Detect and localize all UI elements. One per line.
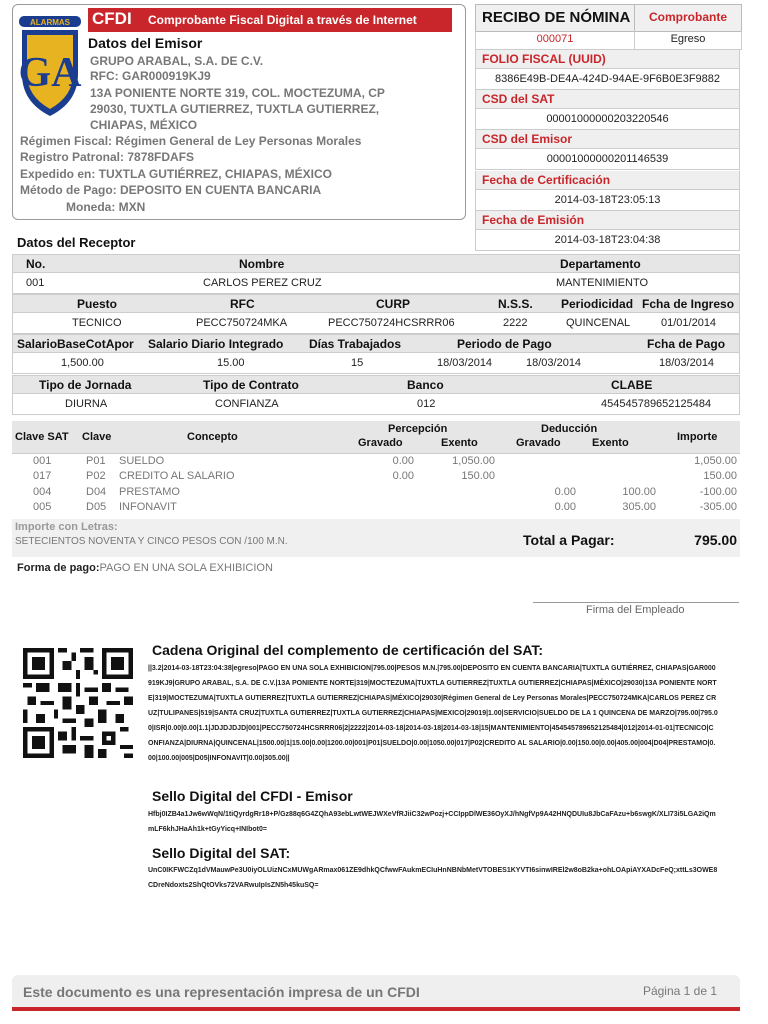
comprobante-label: Comprobante: [634, 5, 741, 31]
receptor-title: Datos del Receptor: [17, 235, 136, 250]
concepto-row: [12, 470, 740, 485]
concepto-row: [12, 486, 740, 501]
sello-cfdi-title: Sello Digital del CFDI - Emisor: [152, 788, 353, 804]
h-clave-sat: Clave SAT: [15, 431, 69, 443]
emisor-name: GRUPO ARABAL, S.A. DE C.V.: [90, 54, 264, 68]
concepto-clave: D04: [86, 486, 107, 498]
h-clabe: CLABE: [611, 378, 653, 392]
signature-line: [533, 602, 739, 603]
concepto-nombre: INFONAVIT: [119, 501, 177, 513]
concepto-importe: -100.00: [699, 486, 737, 498]
concepto-importe: 150.00: [703, 470, 737, 482]
h-deduccion: Deducción: [541, 423, 598, 435]
concepto-sat: 004: [33, 486, 52, 498]
fecha-cert-value: 2014-03-18T23:05:13: [475, 190, 740, 211]
forma-pago-label: Forma de pago:: [17, 562, 100, 574]
total-label: Total a Pagar:: [523, 532, 615, 548]
h-banco: Banco: [407, 378, 444, 392]
emisor-title: Datos del Emisor: [88, 35, 203, 51]
footer: [12, 975, 740, 1007]
forma-pago: [17, 562, 273, 574]
receptor-clabe: 454545789652125484: [601, 398, 712, 410]
h-percepcion-gravado: Gravado: [358, 437, 403, 449]
csd-emisor-label: CSD del Emisor: [475, 130, 740, 149]
emisor-rfc: RFC: GAR000919KJ9: [90, 69, 211, 83]
concepto-nombre: PRESTAMO: [119, 486, 180, 498]
receptor-contrato: CONFIANZA: [215, 398, 279, 410]
h-concepto: Concepto: [187, 431, 238, 443]
recibo-title: RECIBO DE NÓMINA: [482, 9, 631, 26]
emisor-moneda: Moneda: MXN: [66, 200, 146, 214]
concepto-nombre: CREDITO AL SALARIO: [119, 470, 235, 482]
receptor-periodo-fin: 18/03/2014: [526, 357, 582, 369]
conceptos-header: [12, 421, 740, 453]
receptor-header-3: [12, 334, 740, 353]
importe-letras-label: Importe con Letras:: [15, 521, 118, 533]
emisor-metodo-pago: Método de Pago: DEPOSITO EN CUENTA BANCARIA: [20, 183, 322, 197]
concepto-sat: 001: [33, 455, 52, 467]
sello-sat-title: Sello Digital del SAT:: [152, 845, 291, 861]
folio-label: FOLIO FISCAL (UUID): [475, 50, 740, 69]
concepto-p-gravado: 0.00: [392, 455, 414, 467]
comprobante-tipo: Egreso: [634, 31, 741, 49]
receptor-banco: 012: [417, 398, 436, 410]
receptor-puesto: TECNICO: [72, 317, 122, 329]
h-percepcion-exento: Exento: [441, 437, 478, 449]
fecha-emision-label: Fecha de Emisión: [475, 211, 740, 230]
concepto-clave: D05: [86, 501, 107, 513]
receptor-salario-base: 1,500.00: [61, 357, 104, 369]
emisor-expedido: Expedido en: TUXTLA GUTIÉRREZ, CHIAPAS, MÉXICO: [20, 167, 333, 181]
h-importe: Importe: [677, 431, 718, 443]
emisor-address-3: CHIAPAS, MÉXICO: [90, 118, 198, 132]
comprobante-number: 000071: [536, 33, 574, 45]
h-no: No.: [26, 257, 46, 271]
receptor-header-4: [12, 375, 740, 394]
concepto-clave: P01: [86, 455, 106, 467]
receptor-header-1: [12, 254, 740, 273]
concepto-d-gravado: 0.00: [554, 486, 576, 498]
h-clave: Clave: [82, 431, 112, 443]
h-salario-diario: Salario Diario Integrado: [148, 337, 284, 351]
concepto-d-exento: 100.00: [622, 486, 656, 498]
emisor-address-2: 29030, TUXTLA GUTIERREZ, TUXTLA GUTIERREZ,: [90, 102, 380, 116]
h-puesto: Puesto: [77, 297, 118, 311]
receptor-row-2: [12, 313, 740, 334]
cfdi-banner: [88, 8, 452, 32]
firma-empleado: Firma del Empleado: [586, 604, 685, 616]
receptor-header-2: [12, 294, 740, 313]
concepto-sat: 005: [33, 501, 52, 513]
h-curp: CURP: [376, 297, 411, 311]
concepto-p-gravado: 0.00: [392, 470, 414, 482]
h-tipo-jornada: Tipo de Jornada: [39, 378, 132, 392]
concepto-p-exento: 150.00: [461, 470, 495, 482]
receptor-fecha-pago: 18/03/2014: [659, 357, 715, 369]
fecha-cert-label: Fecha de Certificación: [475, 171, 740, 190]
cadena-original: ||3.2|2014-03-18T23:04:38|egreso|PAGO EN UNA SOLA EXHIBICION|795.00|PESOS M.N.|795.00|DEPOSITO EN CUENTA BANCARIA|TUXTLA GUTIÉRREZ, CHIAPAS|GAR000919KJ9|GRUPO ARABAL, S.A. DE C.V.|13A PONIENTE NORTE|319|MOCTEZUMA|TUXTLA GUTIERREZ|TUXTLA GUTIERREZ|CHIAPAS|MÉXICO|29030|13A PONIENTE NORTE|319|MOCTEZUMA|TUXTLA GUTIERREZ|TUXTLA GUTIERREZ|CHIAPAS|MÉXICO|29030|Régimen General de Ley Personas Morales|PECC750724MKA|CARLOS PEREZ CRUZ|TULIPANES|519|SANTA CRUZ|TUXTLA GUTIERREZ|TUXTLA GUTIERREZ|CHIAPAS|MEXICO|29019|1.00|SERVICIO|SUELDO DE LA 1 QUINCENA DE MARZO|795.00|795.00|ISR|0.00|0.00|1.1|JDJDJDJD|001|PECC750724HCSRRR06|2|2222|2014-03-18|2014-03-18|2014-03-18|15|MANTENIMIENTO|454545789652125484|012|2014-01-01|TECNICO|CONFIANZA|DIURNA|QUINCENAL|1500.00|1|15.00|0.00|1200.00|001|P01|SUELDO|0.00|1050.00|017|P02|CREDITO AL SALARIO|0.00|150.00|0.00|405.00|004|D04|PRESTAMO|0.00|100.00|005|D05|INFONAVIT|0.00|305.00||: [148, 665, 718, 762]
emisor-regimen: Régimen Fiscal: Régimen General de Ley Personas Morales: [20, 134, 362, 148]
receptor-departamento: MANTENIMIENTO: [556, 277, 649, 289]
fecha-emision-value: 2014-03-18T23:04:38: [475, 230, 740, 251]
h-tipo-contrato: Tipo de Contrato: [203, 378, 299, 392]
receptor-salario-diario: 15.00: [217, 357, 245, 369]
concepto-importe: 1,050.00: [694, 455, 737, 467]
h-fecha-pago: Fcha de Pago: [647, 337, 726, 351]
cfdi-subtitle: Comprobante Fiscal Digital a través de Internet: [148, 13, 417, 27]
total-value: 795.00: [694, 532, 737, 548]
concepto-row: [12, 501, 740, 516]
recibo-header: [475, 4, 742, 32]
h-rfc: RFC: [230, 297, 255, 311]
company-logo: [18, 14, 82, 118]
receptor-rfc: PECC750724MKA: [196, 317, 288, 329]
footer-accent-bar: [12, 1007, 740, 1011]
qr-code: [23, 648, 133, 758]
receptor-row-1: [12, 273, 740, 294]
importe-letras-box: [12, 519, 740, 557]
h-salario-base: SalarioBaseCotApor: [17, 337, 134, 351]
cfdi-label: CFDI: [92, 9, 132, 28]
concepto-p-exento: 1,050.00: [452, 455, 495, 467]
receptor-periodicidad: QUINCENAL: [566, 317, 631, 329]
sello-sat: UnC0IKFWCZq1dVMauwPe3U0iyOLUizNCxMUWgARmax061ZE9dhkQCfwwFAukmECIuHnNBNbMetVTOBES1KYVTI6sinwIREl2w8oB2ka+ohLOApiAYXADcFeQ;xttLs3OWE8CDreNdoxts2ShQtOVks72VARwuIpIsZN5h45kuSQ=: [148, 867, 718, 889]
folio-value: 8386E49B-DE4A-424D-94AE-9F6B0E3F9882: [475, 69, 740, 90]
receptor-nombre: CARLOS PEREZ CRUZ: [203, 277, 322, 289]
h-deduccion-exento: Exento: [592, 437, 629, 449]
h-periodo-pago: Periodo de Pago: [457, 337, 552, 351]
concepto-nombre: SUELDO: [119, 455, 165, 467]
h-fecha-ingreso: Fcha de Ingreso: [642, 297, 735, 311]
forma-pago-value: PAGO EN UNA SOLA EXHIBICION: [99, 562, 273, 574]
cadena-title: Cadena Original del complemento de certificación del SAT:: [152, 642, 544, 658]
logo-letters: GA: [18, 50, 82, 96]
csd-sat-value: 00001000000203220546: [475, 109, 740, 130]
page-number: Página 1 de 1: [642, 984, 717, 998]
h-departamento: Departamento: [560, 257, 641, 271]
receptor-row-4: [12, 394, 740, 415]
h-dias-trabajados: Días Trabajados: [309, 337, 402, 351]
receptor-jornada: DIURNA: [65, 398, 108, 410]
concepto-importe: -305.00: [699, 501, 737, 513]
h-deduccion-gravado: Gravado: [516, 437, 561, 449]
importe-letras: SETECIENTOS NOVENTA Y CINCO PESOS CON /100 M.N.: [15, 536, 288, 547]
receptor-fecha-ingreso: 01/01/2014: [661, 317, 717, 329]
h-nombre: Nombre: [239, 257, 285, 271]
h-nss: N.S.S.: [498, 297, 533, 311]
receptor-no: 001: [26, 277, 45, 289]
emisor-registro: Registro Patronal: 7878FDAFS: [20, 150, 195, 164]
h-percepcion: Percepción: [388, 423, 448, 435]
receptor-periodo-inicio: 18/03/2014: [437, 357, 493, 369]
concepto-d-exento: 305.00: [622, 501, 656, 513]
receptor-row-3: [12, 353, 740, 374]
logo-text: ALARMAS: [30, 18, 70, 27]
comprobante-row: [475, 31, 742, 50]
concepto-sat: 017: [33, 470, 52, 482]
concepto-d-gravado: 0.00: [554, 501, 576, 513]
sello-cfdi: Hfbj0IZB4a1Jw6wWqN/1tiQyrdgRr18+P/Gz88q6G4ZQhA93ebLwtWEJWXeVfRJiiC32wPozj+CCIppDlWE36OyXJ/hNgfVp9A42HNQDUIu8JbCaFAzu+b6swgK/XLI73i5LGA2iQmmLF6khJHaAh1k+tGyYicq+INIbot0=: [148, 811, 716, 833]
concepto-clave: P02: [86, 470, 106, 482]
receptor-nss: 2222: [503, 317, 528, 329]
concepto-row: [12, 455, 740, 470]
conceptos-divider: [12, 453, 740, 454]
csd-sat-label: CSD del SAT: [475, 90, 740, 109]
receptor-curp: PECC750724HCSRRR06: [328, 317, 455, 329]
csd-emisor-value: 00001000000201146539: [475, 149, 740, 170]
footer-text: Este documento es una representación impresa de un CFDI: [23, 984, 420, 1000]
h-periodicidad: Periodicidad: [561, 297, 634, 311]
receptor-dias: 15: [351, 357, 364, 369]
emisor-address-1: 13A PONIENTE NORTE 319, COL. MOCTEZUMA, CP: [90, 86, 385, 100]
